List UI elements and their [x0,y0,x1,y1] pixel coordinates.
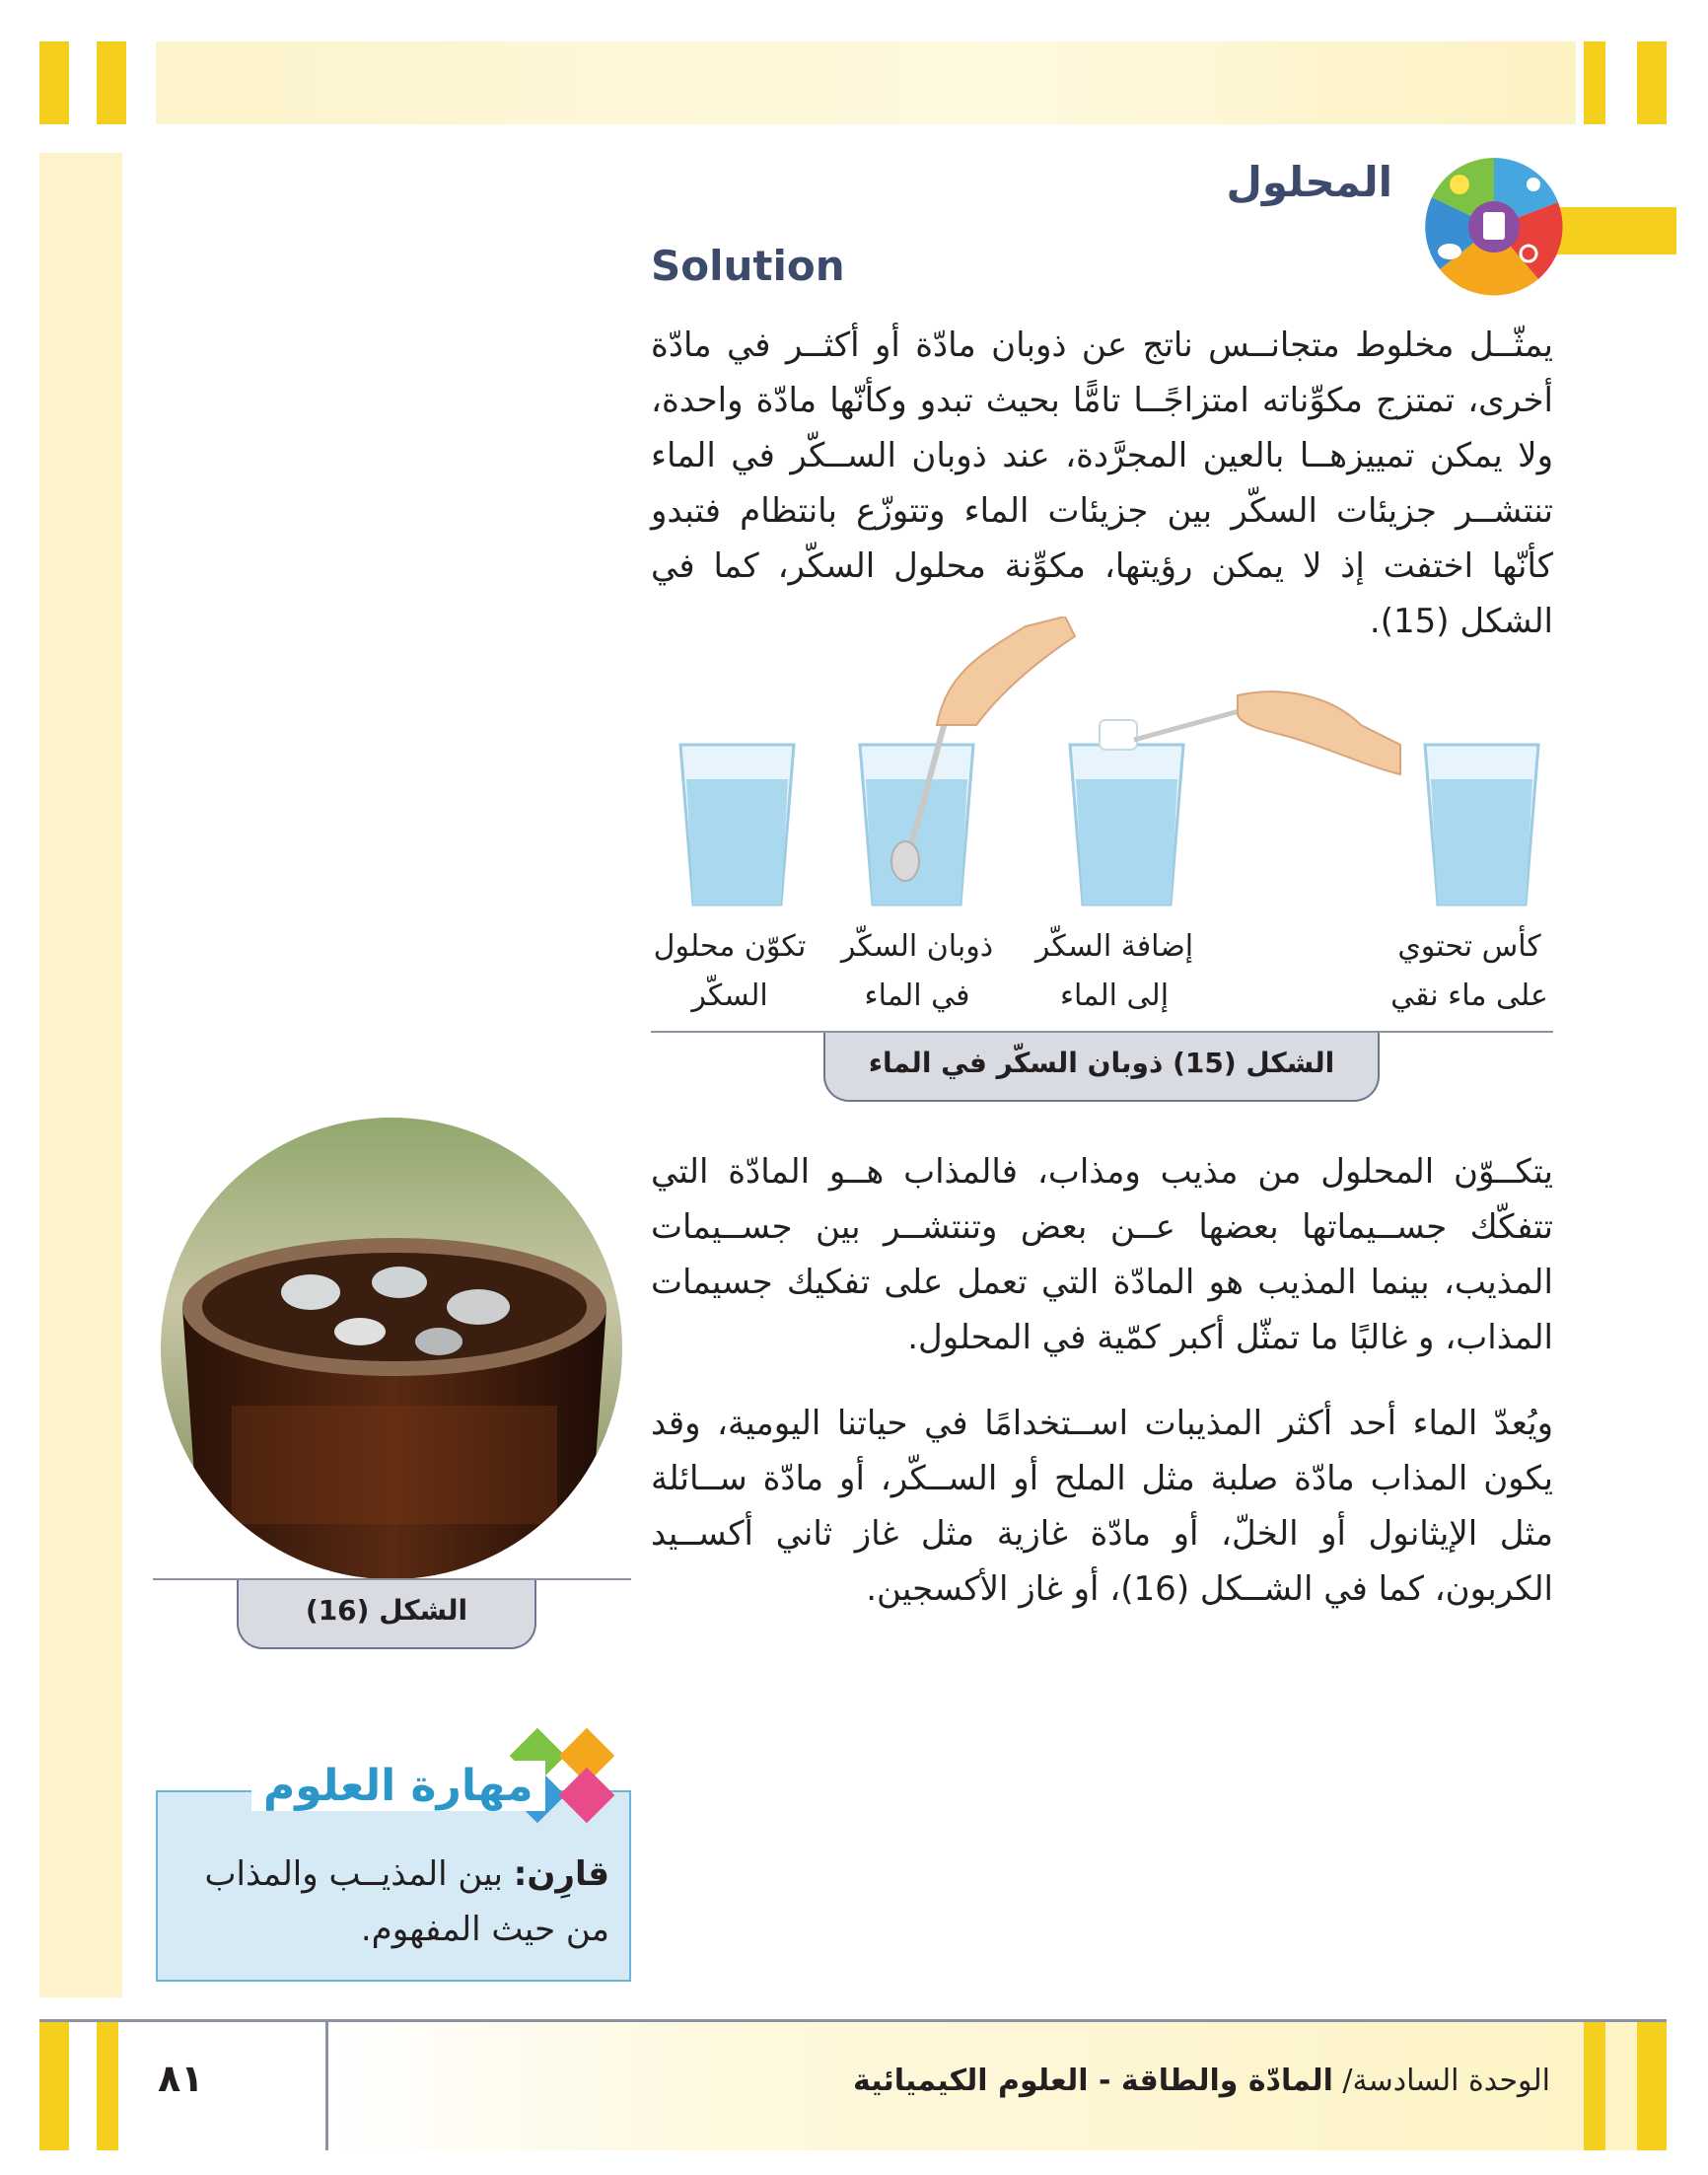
bottom-right-yellow-bar-2 [1637,2022,1667,2150]
figure-16-caption: الشكل (16) [237,1580,536,1649]
page-number: ٨١ [158,2057,204,2100]
top-band [156,41,1576,124]
glass-label-line: في الماء [864,979,970,1013]
glass-label-line: تكوّن محلول [653,929,807,964]
top-left-yellow-bar-2 [97,41,126,124]
figure-15-caption: الشكل (15) ذوبان السكّر في الماء [823,1033,1380,1102]
paragraph-water-solvent: ويُعدّ الماء أحد أكثر المذيبات اســتخدامًا في حياتنا اليومية، وقد يكون المذاب مادّة صلبة مثل الملح أو الســكّر، أو مادّة ســائلة مثل الإيثانول أو الخلّ، أو مادّة غازية مثل غاز ثاني أكســيد الكربون، كما في الشــكل (16)، أو غاز الأكسجين. [651,1404,1553,1609]
glass-label-line: السكّر [691,979,768,1013]
bottom-left-yellow-bar-2 [97,2022,118,2150]
figure-16-soda-glass-photo [153,1110,631,1588]
footer-unit-title [853,2064,1550,2098]
glass-label-line: إلى الماء [1059,979,1170,1013]
glass-sugar-solution [680,745,794,905]
figure-15-illustration [651,616,1578,912]
bottom-left-yellow-bar [39,2022,69,2150]
glass-pure-water [1425,745,1538,905]
glass-label-pure-water [1371,922,1568,1021]
footer-unit-name: المادّة والطاقة - العلوم الكيميائية [853,2064,1333,2098]
paragraph-solution-definition: يمثّــل مخلوط متجانــس ناتج عن ذوبان مادّة أو أكثــر في مادّة أخرى، تمتزج مكوِّناته امتزاجًــا تامًّا بحيث تبدو وكأنّها مادّة واحدة، ولا يمكن تمييزهــا بالعين المجرَّدة، عند ذوبان الســكّر في الماء تنتشــر جزيئات السكّر بين جزيئات الماء وتتوزّع بانتظام فتبدو كأنّها اختفت إذ لا يمكن رؤيتها، مكوِّنة محلول السكّر، كما في الشكل (15). [651,326,1553,641]
science-skill-text [176,1847,609,1957]
footer-divider [325,2022,328,2150]
glass-adding-sugar [1070,691,1400,905]
glass-label-line: على ماء نقي [1390,979,1548,1013]
skill-instruction: بين المذيــب والمذاب من حيث المفهوم. [204,1854,609,1949]
glass-dissolving-sugar [860,616,1075,905]
section-title-arabic: المحلول [1226,158,1392,206]
paragraph-solvent-solute: يتكــوّن المحلول من مذيب ومذاب، فالمذاب هــو المادّة التي تتفكّك جســيماتها بعضها عــن بعض وتنتشــر بين جســيمات المذيب، بينما المذيب هو المادّة التي تعمل على تفكيك جسيمات المذاب، و غالبًا ما تمثّل أكبر كمّية في المحلول. [651,1152,1553,1357]
footer-unit: الوحدة السادسة/ [1332,2064,1550,2098]
glass-label-line: ذوبان السكّر [840,929,994,964]
top-right-yellow-bar [1584,41,1605,124]
concept-wheel-icon [1420,153,1568,301]
science-skill-title: مهارة العلوم [251,1761,545,1811]
glass-label-line: إضافة السكّر [1034,929,1194,964]
section-title-english: Solution [651,242,845,290]
title-accent-bar [1553,207,1676,254]
glass-label-line: كأس تحتوي [1397,929,1541,964]
left-margin-column [39,153,122,1997]
top-left-yellow-bar [39,41,69,124]
bottom-right-yellow-bar [1584,2022,1605,2150]
skill-verb: قارِن: [513,1854,609,1894]
glass-label-adding-sugar [1016,922,1213,1021]
glass-label-dissolving [818,922,1016,1021]
glass-label-solution-formed [631,922,828,1021]
top-right-yellow-bar-2 [1637,41,1667,124]
